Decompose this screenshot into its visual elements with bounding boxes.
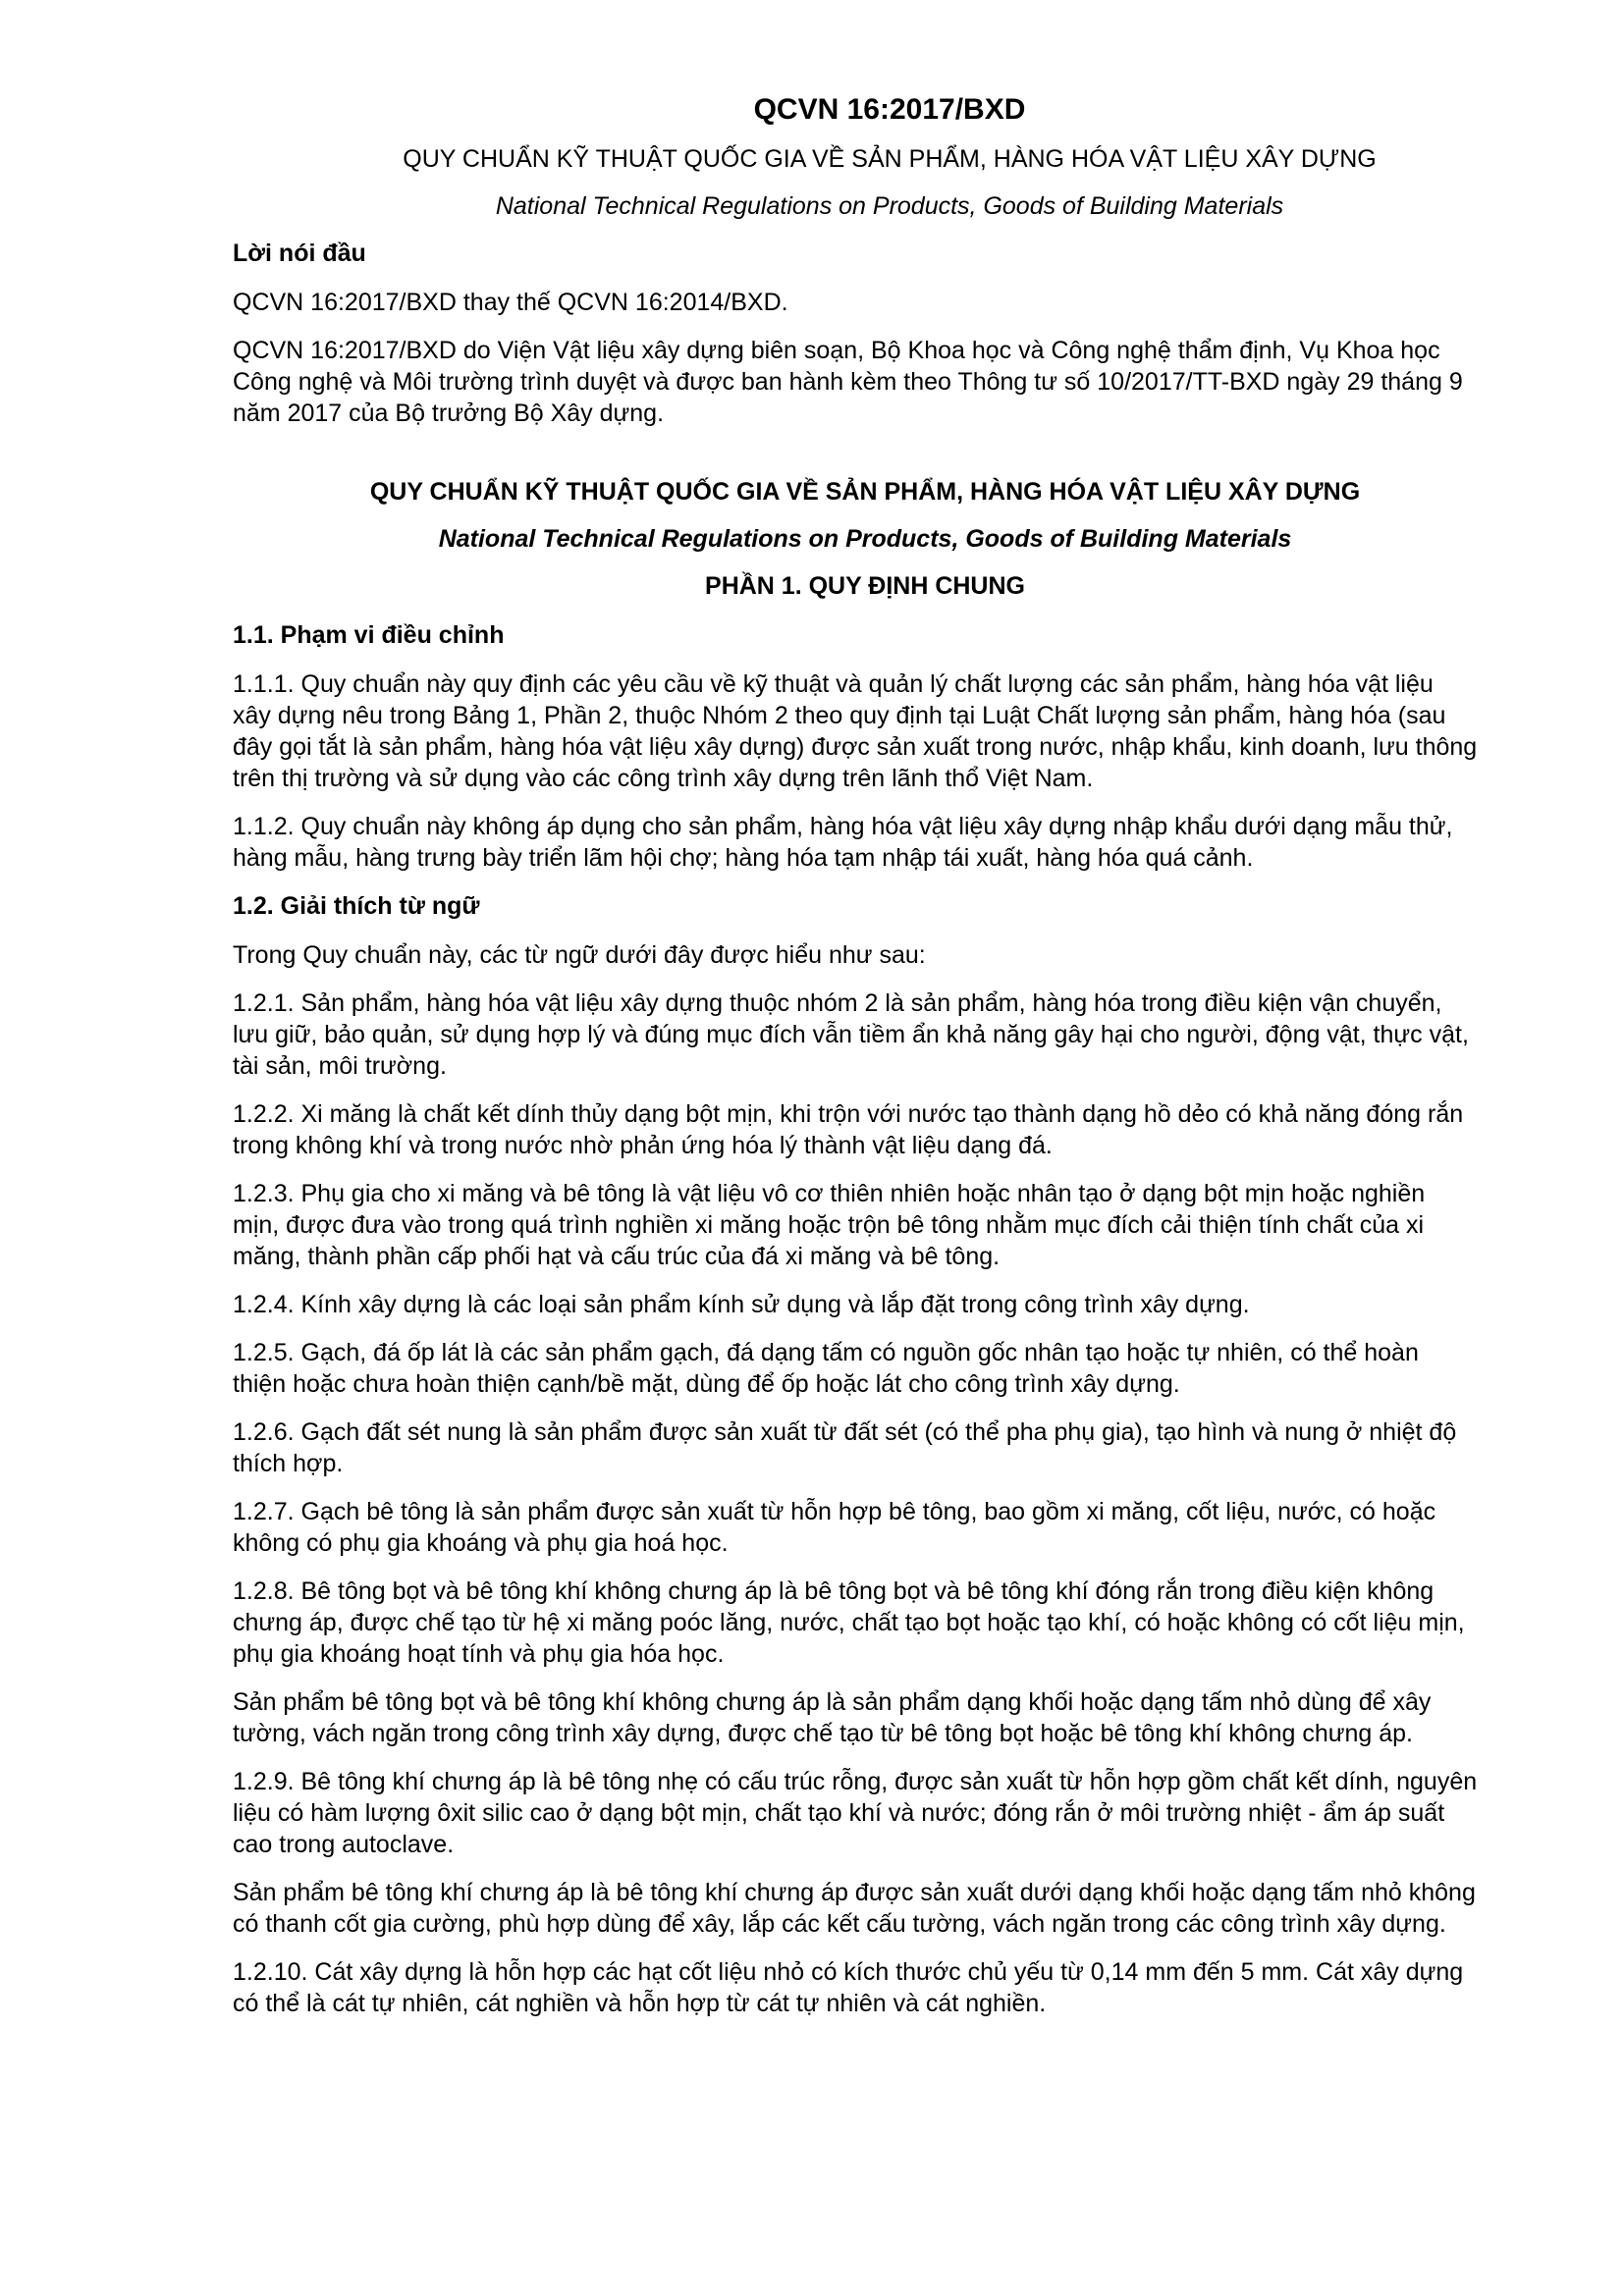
- regulation-title-en: National Technical Regulations on Products, Goods of Building Materials: [438, 525, 1292, 553]
- clause-paragraph: 1.2.2. Xi măng là chất kết dính thủy dạng bột mịn, khi trộn với nước tạo thành dạng hồ dẻo có khả năng đóng rắn trong không khí và trong nước nhờ phản ứng hóa lý thành vật liệu dạng đá.: [233, 1100, 1464, 1159]
- document-code: QCVN 16:2017/BXD: [753, 93, 1026, 126]
- clause-paragraph: Sản phẩm bê tông khí chưng áp là bê tông khí chưng áp được sản xuất dưới dạng khối hoặc dạng tấm nhỏ không có thanh cốt gia cường, phù hợp dùng để xây, lắp các kết cấu tường, vách ngăn trong các công trình xây dựng.: [233, 1879, 1476, 1938]
- clause-paragraph: 1.2.3. Phụ gia cho xi măng và bê tông là vật liệu vô cơ thiên nhiên hoặc nhân tạo ở dạng bột mịn hoặc nghiền mịn, được đưa vào trong quá trình nghiền xi măng hoặc trộn bê tông nhằm mục đích cải thiện tính chất của xi măng, thành phần cấp phối hạt và cấu trúc của đá xi măng và bê tông.: [233, 1180, 1426, 1270]
- clause-paragraph: 1.1.2. Quy chuẩn này không áp dụng cho sản phẩm, hàng hóa vật liệu xây dựng nhập khẩu dưới dạng mẫu thử, hàng mẫu, hàng trưng bày triển lãm hội chợ; hàng hóa tạm nhập tái xuất, hàng hóa quá cảnh.: [233, 813, 1453, 872]
- regulation-title-vi: QUY CHUẨN KỸ THUẬT QUỐC GIA VỀ SẢN PHẨM, HÀNG HÓA VẬT LIỆU XÂY DỰNG: [369, 478, 1361, 506]
- foreword-paragraph: QCVN 16:2017/BXD do Viện Vật liệu xây dựng biên soạn, Bộ Khoa học và Công nghệ thẩm định, Vụ Khoa học Công nghệ và Môi trường trình duyệt và được ban hành kèm theo Thông tư số 10/2017/TT-BXD ngày 29 tháng 9 năm 2017 của Bộ trưởng Bộ Xây dựng.: [233, 337, 1463, 427]
- clause-paragraph: 1.2.6. Gạch đất sét nung là sản phẩm được sản xuất từ đất sét (có thể pha phụ gia), tạo hình và nung ở nhiệt độ thích hợp.: [233, 1418, 1457, 1477]
- section-heading: 1.1. Phạm vi điều chỉnh: [233, 621, 505, 649]
- foreword-paragraph: QCVN 16:2017/BXD thay thế QCVN 16:2014/BXD.: [233, 289, 788, 316]
- foreword-heading: Lời nói đầu: [233, 240, 366, 267]
- document-page: [233, 90, 1478, 2036]
- clause-paragraph: 1.2.4. Kính xây dựng là các loại sản phẩm kính sử dụng và lắp đặt trong công trình xây dựng.: [233, 1291, 1250, 1318]
- clause-paragraph: 1.2.9. Bê tông khí chưng áp là bê tông nhẹ có cấu trúc rỗng, được sản xuất từ hỗn hợp gồm chất kết dính, nguyên liệu có hàm lượng ôxit silic cao ở dạng bột mịn, chất tạo khí và nước; đóng rắn ở môi trường nhiệt - ẩm áp suất cao trong autoclave.: [233, 1768, 1478, 1858]
- section-intro: Trong Quy chuẩn này, các từ ngữ dưới đây được hiểu như sau:: [233, 941, 926, 969]
- clause-paragraph: 1.2.10. Cát xây dựng là hỗn hợp các hạt cốt liệu nhỏ có kích thước chủ yếu từ 0,14 mm đến 5 mm. Cát xây dựng có thể là cát tự nhiên, cát nghiền và hỗn hợp từ cát tự nhiên và cát nghiền.: [233, 1958, 1464, 2017]
- clause-paragraph: 1.2.5. Gạch, đá ốp lát là các sản phẩm gạch, đá dạng tấm có nguồn gốc nhân tạo hoặc tự nhiên, có thể hoàn thiện hoặc chưa hoàn thiện cạnh/bề mặt, dùng để ốp hoặc lát cho công trình xây dựng.: [233, 1339, 1419, 1398]
- document-title-vi: QUY CHUẨN KỸ THUẬT QUỐC GIA VỀ SẢN PHẨM, HÀNG HÓA VẬT LIỆU XÂY DỰNG: [403, 145, 1377, 173]
- clause-paragraph: 1.2.7. Gạch bê tông là sản phẩm được sản xuất từ hỗn hợp bê tông, bao gồm xi măng, cốt liệu, nước, có hoặc không có phụ gia khoáng và phụ gia hoá học.: [233, 1498, 1436, 1557]
- section-heading: 1.2. Giải thích từ ngữ: [233, 892, 480, 920]
- clause-paragraph: 1.1.1. Quy chuẩn này quy định các yêu cầu về kỹ thuật và quản lý chất lượng các sản phẩm, hàng hóa vật liệu xây dựng nêu trong Bảng 1, Phần 2, thuộc Nhóm 2 theo quy định tại Luật Chất lượng sản phẩm, hàng hóa (sau đây gọi tắt là sản phẩm, hàng hóa vật liệu xây dựng) được sản xuất trong nước, nhập khẩu, kinh doanh, lưu thông trên thị trường và sử dụng vào các công trình xây dựng trên lãnh thổ Việt Nam.: [233, 670, 1478, 792]
- clause-paragraph: 1.2.8. Bê tông bọt và bê tông khí không chưng áp là bê tông bọt và bê tông khí đóng rắn trong điều kiện không chưng áp, được chế tạo từ hệ xi măng poóc lăng, nước, chất tạo bọt hoặc tạo khí, có hoặc không có cốt liệu mịn, phụ gia khoáng hoạt tính và phụ gia hóa học.: [233, 1577, 1465, 1668]
- document-title-en: National Technical Regulations on Products, Goods of Building Materials: [495, 192, 1284, 220]
- clause-paragraph: 1.2.1. Sản phẩm, hàng hóa vật liệu xây dựng thuộc nhóm 2 là sản phẩm, hàng hóa trong điều kiện vận chuyển, lưu giữ, bảo quản, sử dụng hợp lý và đúng mục đích vẫn tiềm ẩn khả năng gây hại cho người, động vật, thực vật, tài sản, môi trường.: [233, 989, 1469, 1080]
- clause-paragraph: Sản phẩm bê tông bọt và bê tông khí không chưng áp là sản phẩm dạng khối hoặc dạng tấm nhỏ dùng để xây tường, vách ngăn trong công trình xây dựng, được chế tạo từ bê tông bọt hoặc bê tông khí không chưng áp.: [233, 1688, 1432, 1747]
- part-heading: PHẦN 1. QUY ĐỊNH CHUNG: [705, 572, 1025, 600]
